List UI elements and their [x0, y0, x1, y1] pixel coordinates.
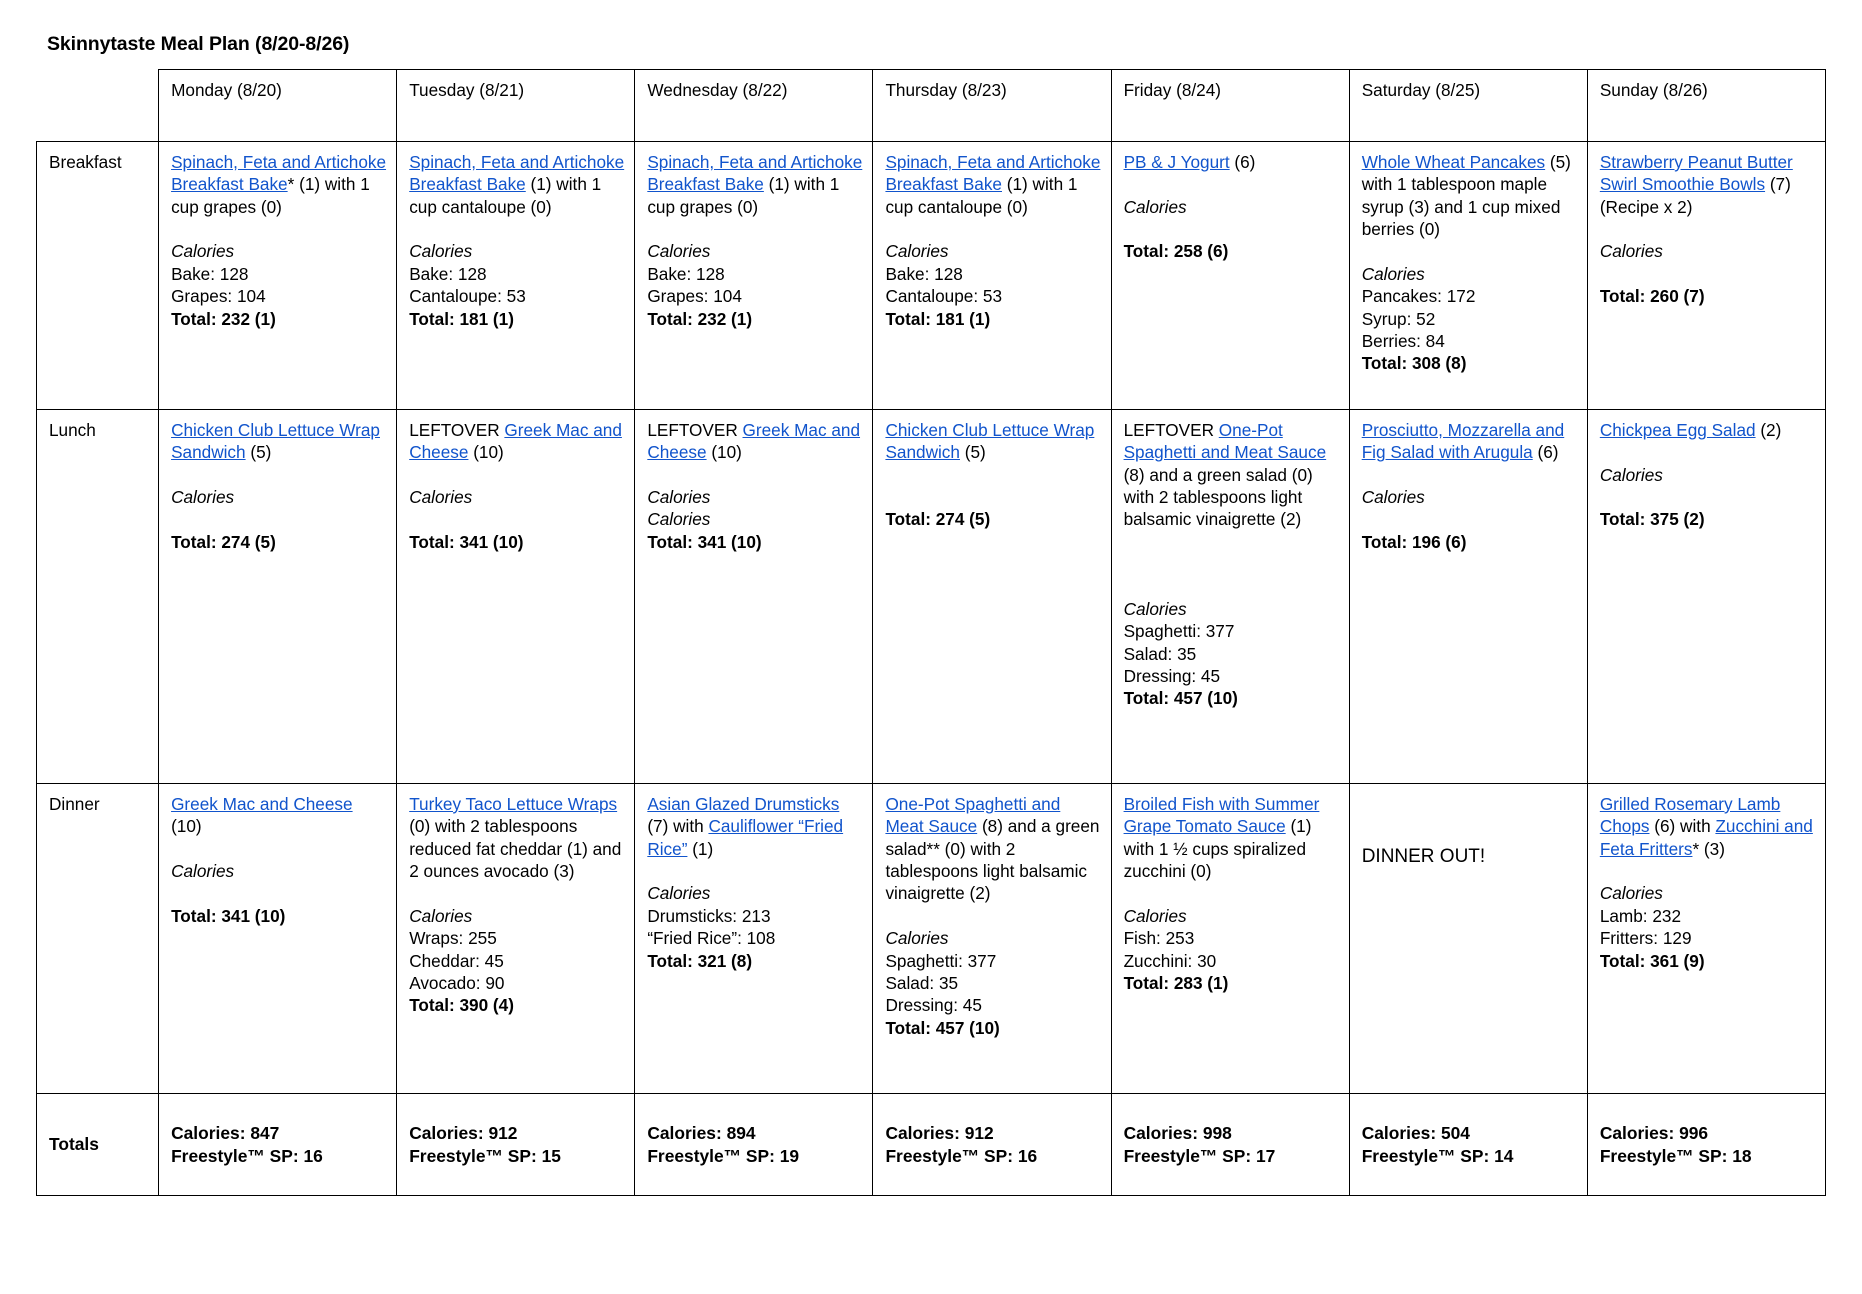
meal-total: Total: 341 (10) [409, 531, 524, 552]
cell-lunch-sunday [1587, 410, 1825, 784]
calorie-line: Cheddar: 45 [409, 950, 504, 971]
recipe-link[interactable]: Asian Glazed Drumsticks [647, 794, 840, 814]
spacer [1362, 508, 1577, 530]
meal-detail-text: (10) [468, 442, 504, 463]
meal-total: Total: 181 (1) [885, 308, 991, 329]
meal-description [1600, 793, 1815, 860]
spacer [647, 860, 862, 882]
dinner-out-note: DINNER OUT! [1361, 846, 1486, 867]
row-label-dinner: Dinner [37, 784, 159, 1094]
meal-total: Total: 274 (5) [885, 509, 991, 530]
cell-breakfast-saturday [1349, 142, 1587, 410]
cell-totals-friday [1111, 1094, 1349, 1196]
calorie-line: Avocado: 90 [409, 972, 505, 993]
cell-lunch-thursday [873, 410, 1111, 784]
calorie-line: Cantaloupe: 53 [409, 286, 526, 307]
column-header-monday: Monday (8/20) [159, 70, 397, 142]
meal-detail-text: (7) with [647, 816, 709, 837]
recipe-link[interactable]: Prosciutto, Mozzarella and Fig Salad with Arugula [1361, 420, 1565, 463]
meal-total: Total: 321 (8) [647, 950, 753, 971]
calorie-line: Cantaloupe: 53 [885, 286, 1003, 307]
calories-label: Calories [885, 241, 949, 262]
calories-label: Calories [647, 241, 711, 262]
spacer [409, 464, 624, 486]
spacer [171, 218, 386, 240]
cell-lunch-tuesday [397, 410, 635, 784]
calorie-line: Bake: 128 [409, 263, 487, 284]
meal-detail-text: (1) with 1 cup cantaloupe (0) [885, 174, 1078, 217]
spacer [1124, 531, 1339, 553]
meal-detail-text: (1) with 1 ½ cups spiralized zucchini (0) [1123, 816, 1312, 882]
cell-totals-thursday [873, 1094, 1111, 1196]
recipe-link[interactable]: Grilled Rosemary Lamb Chops [1599, 794, 1781, 837]
meal-description [1362, 419, 1577, 464]
calories-label: Calories [171, 487, 235, 508]
calorie-line: Grapes: 104 [647, 286, 742, 307]
calories-label: Calories [885, 928, 949, 949]
recipe-link[interactable]: Strawberry Peanut Butter Swirl Smoothie Bowls [1599, 152, 1793, 195]
meal-description [885, 151, 1100, 218]
meal-total: Total: 283 (1) [1123, 972, 1229, 993]
totals-calories: Calories: 847 [171, 1122, 280, 1143]
cell-breakfast-sunday [1587, 142, 1825, 410]
spacer [409, 882, 624, 904]
spacer [1124, 553, 1339, 575]
spacer [647, 464, 862, 486]
meal-detail-text: (8) and a green salad (0) with 2 tablespoons light balsamic vinaigrette (2) [1123, 464, 1313, 530]
spacer [171, 464, 386, 486]
meal-description [409, 419, 624, 464]
cell-dinner-wednesday [635, 784, 873, 1094]
row-label-totals: Totals [37, 1094, 159, 1196]
meal-total: Total: 341 (10) [647, 531, 762, 552]
meal-description [171, 151, 386, 218]
calories-label: Calories [1123, 905, 1187, 926]
column-header-wednesday: Wednesday (8/22) [635, 70, 873, 142]
meal-total: Total: 232 (1) [171, 308, 276, 329]
meal-description [409, 151, 624, 218]
meal-detail-text: (2) [1755, 420, 1782, 440]
meal-total: Total: 375 (2) [1599, 509, 1705, 530]
calorie-line: Dressing: 45 [885, 995, 982, 1016]
meal-total: Total: 457 (10) [1123, 688, 1238, 709]
calories-label: Calories [647, 883, 711, 904]
cell-dinner-sunday [1587, 784, 1825, 1094]
meal-description [885, 419, 1100, 464]
meal-detail-text: (7) (Recipe x 2) [1599, 174, 1791, 217]
table-row-breakfast [37, 142, 1826, 410]
meal-detail-text: (8) and a green salad** (0) with 2 tablespoons light balsamic vinaigrette (2) [885, 816, 1100, 904]
calorie-line: Bake: 128 [171, 263, 249, 284]
calories-label: Calories [409, 487, 473, 508]
cell-breakfast-wednesday [635, 142, 873, 410]
calories-label: Calories [171, 861, 235, 882]
spacer [409, 508, 624, 530]
meal-total: Total: 260 (7) [1599, 286, 1705, 307]
calorie-line: Lamb: 232 [1599, 905, 1682, 926]
table-row-totals [37, 1094, 1826, 1196]
meal-total: Total: 361 (9) [1599, 950, 1705, 971]
spacer [885, 218, 1100, 240]
calorie-line: Zucchini: 30 [1123, 950, 1217, 971]
meal-total: Total: 390 (4) [409, 995, 514, 1016]
table-row-dinner [37, 784, 1826, 1094]
spacer [1600, 218, 1815, 240]
meal-detail-text: (1) with 1 cup cantaloupe (0) [409, 174, 602, 217]
meal-description [409, 793, 624, 882]
spacer [1600, 860, 1815, 882]
cell-totals-monday [159, 1094, 397, 1196]
column-header-sunday: Sunday (8/26) [1587, 70, 1825, 142]
meal-total: Total: 457 (10) [885, 1017, 1000, 1038]
column-header-saturday: Saturday (8/25) [1349, 70, 1587, 142]
cell-breakfast-thursday [873, 142, 1111, 410]
cell-lunch-monday [159, 410, 397, 784]
calorie-line: Bake: 128 [647, 263, 725, 284]
totals-points: Freestyle™ SP: 16 [885, 1146, 1038, 1166]
spacer [1600, 441, 1815, 463]
table-header-row [37, 70, 1826, 142]
totals-points: Freestyle™ SP: 16 [171, 1146, 323, 1166]
spacer [1362, 240, 1577, 262]
spacer [171, 838, 386, 860]
calories-label: Calories [1599, 241, 1663, 262]
meal-detail-text: (6) with [1649, 816, 1716, 837]
calorie-line: Syrup: 52 [1361, 308, 1436, 329]
calorie-line: Dressing: 45 [1123, 665, 1221, 686]
row-label-lunch: Lunch [37, 410, 159, 784]
calories-label-duplicate: Calories [647, 509, 711, 530]
cell-lunch-saturday [1349, 410, 1587, 784]
column-header-friday: Friday (8/24) [1111, 70, 1349, 142]
spacer [409, 218, 624, 240]
calorie-line: Salad: 35 [885, 972, 959, 993]
calories-label: Calories [1599, 464, 1663, 485]
calories-label: Calories [409, 905, 473, 926]
meal-detail-text: (1) with 1 cup grapes (0) [647, 174, 840, 217]
calories-label: Calories [171, 241, 235, 262]
column-header-thursday: Thursday (8/23) [873, 70, 1111, 142]
totals-calories: Calories: 912 [885, 1122, 994, 1143]
cell-dinner-thursday [873, 784, 1111, 1094]
cell-breakfast-tuesday [397, 142, 635, 410]
recipe-link[interactable]: PB & J Yogurt [1123, 152, 1230, 172]
calories-label: Calories [1361, 487, 1425, 508]
cell-totals-wednesday [635, 1094, 873, 1196]
cell-totals-sunday [1587, 1094, 1825, 1196]
calories-label: Calories [1599, 883, 1663, 904]
spacer [1362, 464, 1577, 486]
recipe-link[interactable]: Turkey Taco Lettuce Wraps [409, 794, 618, 814]
column-header-tuesday: Tuesday (8/21) [397, 70, 635, 142]
cell-lunch-friday [1111, 410, 1349, 784]
recipe-link[interactable]: Broiled Fish with Summer Grape Tomato Sauce [1123, 794, 1320, 837]
meal-description [171, 793, 386, 838]
leftover-prefix: LEFTOVER [409, 420, 505, 440]
calorie-line: Salad: 35 [1123, 643, 1197, 664]
meal-total: Total: 341 (10) [171, 905, 286, 926]
totals-calories: Calories: 912 [409, 1122, 518, 1143]
meal-detail-text: * (1) with 1 cup grapes (0) [171, 174, 370, 217]
calorie-line: Bake: 128 [885, 263, 963, 284]
calories-label: Calories [1361, 263, 1425, 284]
recipe-link[interactable]: Spinach, Feta and Artichoke Breakfast Bake [171, 152, 387, 195]
meal-total: Total: 196 (6) [1361, 531, 1467, 552]
meal-description [1600, 419, 1815, 441]
meal-description [1362, 151, 1577, 240]
spacer [1600, 263, 1815, 285]
meal-detail-text: (5) [959, 442, 986, 463]
meal-total: Total: 258 (6) [1123, 241, 1229, 262]
cell-dinner-friday [1111, 784, 1349, 1094]
recipe-link[interactable]: Spinach, Feta and Artichoke Breakfast Bake [647, 152, 863, 195]
totals-calories: Calories: 504 [1361, 1122, 1470, 1143]
recipe-link[interactable]: Chicken Club Lettuce Wrap Sandwich [171, 420, 380, 463]
totals-calories: Calories: 894 [647, 1122, 756, 1143]
recipe-link[interactable]: One-Pot Spaghetti and Meat Sauce [1123, 420, 1327, 463]
spacer [1124, 882, 1339, 904]
cell-breakfast-friday [1111, 142, 1349, 410]
leftover-prefix: LEFTOVER [1123, 420, 1219, 440]
meal-description [647, 419, 862, 464]
spacer [1124, 218, 1339, 240]
meal-description [647, 151, 862, 218]
calorie-line: Wraps: 255 [409, 928, 497, 949]
cell-breakfast-monday [159, 142, 397, 410]
meal-description [171, 419, 386, 464]
spacer [885, 905, 1100, 927]
recipe-link[interactable]: Greek Mac and Cheese [647, 420, 861, 463]
cell-totals-saturday [1349, 1094, 1587, 1196]
calorie-line: Grapes: 104 [171, 286, 266, 307]
page-title: Skinnytaste Meal Plan (8/20-8/26) [47, 33, 350, 55]
meal-detail-text: (1) [687, 838, 714, 859]
header-corner-cell [37, 70, 159, 142]
calories-label: Calories [1123, 598, 1187, 619]
recipe-link[interactable]: Greek Mac and Cheese [409, 420, 622, 463]
totals-points: Freestyle™ SP: 19 [647, 1146, 800, 1166]
calorie-line: Spaghetti: 377 [885, 950, 997, 971]
calories-label: Calories [409, 241, 473, 262]
cell-dinner-tuesday [397, 784, 635, 1094]
meal-detail-text: (10) [706, 442, 742, 463]
meal-description [1124, 793, 1339, 882]
cell-totals-tuesday [397, 1094, 635, 1196]
meal-total: Total: 274 (5) [171, 531, 276, 552]
recipe-link[interactable]: Chicken Club Lettuce Wrap Sandwich [885, 420, 1095, 463]
recipe-link[interactable]: Greek Mac and Cheese [171, 794, 353, 814]
calories-label: Calories [1123, 196, 1187, 217]
recipe-link-secondary[interactable]: Zucchini and Feta Fritters [1599, 816, 1813, 859]
meal-detail-text: (0) with 2 tablespoons reduced fat cheddar (1) and 2 ounces avocado (3) [409, 816, 622, 882]
cell-lunch-wednesday [635, 410, 873, 784]
meal-description [1124, 419, 1339, 531]
meal-total: Total: 232 (1) [647, 308, 753, 329]
meal-detail-text: (6) [1229, 152, 1256, 172]
table-row-lunch [37, 410, 1826, 784]
meal-plan-table [36, 69, 1826, 1196]
spacer [171, 882, 386, 904]
calorie-line: Fritters: 129 [1599, 928, 1692, 949]
spacer [171, 508, 386, 530]
totals-points: Freestyle™ SP: 18 [1599, 1146, 1752, 1166]
recipe-link-secondary[interactable]: Cauliflower “Fried Rice” [647, 816, 844, 859]
totals-calories: Calories: 996 [1599, 1122, 1709, 1143]
calories-label: Calories [647, 487, 711, 508]
meal-description [647, 793, 862, 860]
row-label-breakfast: Breakfast [37, 142, 159, 410]
meal-detail-text: (10) [171, 816, 202, 837]
spacer [885, 464, 1100, 486]
totals-calories: Calories: 998 [1123, 1122, 1232, 1143]
spacer [647, 218, 862, 240]
meal-detail-text: (5) with 1 tablespoon maple syrup (3) and 1 cup mixed berries (0) [1361, 152, 1571, 240]
totals-points: Freestyle™ SP: 17 [1123, 1146, 1276, 1166]
recipe-link[interactable]: Whole Wheat Pancakes [1361, 152, 1546, 172]
meal-detail-text: * (3) [1692, 838, 1725, 859]
spacer [885, 486, 1100, 508]
calorie-line: Fish: 253 [1123, 928, 1195, 949]
meal-total: Total: 308 (8) [1361, 353, 1467, 374]
meal-detail-text: (6) [1532, 442, 1559, 463]
spacer [1124, 173, 1339, 195]
cell-dinner-saturday [1349, 784, 1587, 1094]
spacer [1600, 486, 1815, 508]
calorie-line: Pancakes: 172 [1361, 286, 1476, 307]
meal-description [1124, 151, 1339, 173]
meal-detail-text: (5) [245, 442, 272, 463]
recipe-link[interactable]: Chickpea Egg Salad [1599, 420, 1756, 440]
meal-description [885, 793, 1100, 905]
calorie-line: Drumsticks: 213 [647, 905, 771, 926]
leftover-prefix: LEFTOVER [647, 420, 743, 440]
totals-points: Freestyle™ SP: 15 [409, 1146, 561, 1166]
recipe-link[interactable]: One-Pot Spaghetti and Meat Sauce [885, 794, 1061, 837]
calorie-line: Spaghetti: 377 [1123, 621, 1235, 642]
calorie-line: “Fried Rice”: 108 [647, 928, 776, 949]
calorie-line: Berries: 84 [1361, 330, 1445, 351]
spacer [1124, 576, 1339, 598]
recipe-link[interactable]: Spinach, Feta and Artichoke Breakfast Bake [885, 152, 1101, 195]
recipe-link[interactable]: Spinach, Feta and Artichoke Breakfast Bake [409, 152, 625, 195]
cell-dinner-monday [159, 784, 397, 1094]
totals-points: Freestyle™ SP: 14 [1361, 1146, 1514, 1166]
meal-total: Total: 181 (1) [409, 308, 514, 329]
meal-description [1600, 151, 1815, 218]
